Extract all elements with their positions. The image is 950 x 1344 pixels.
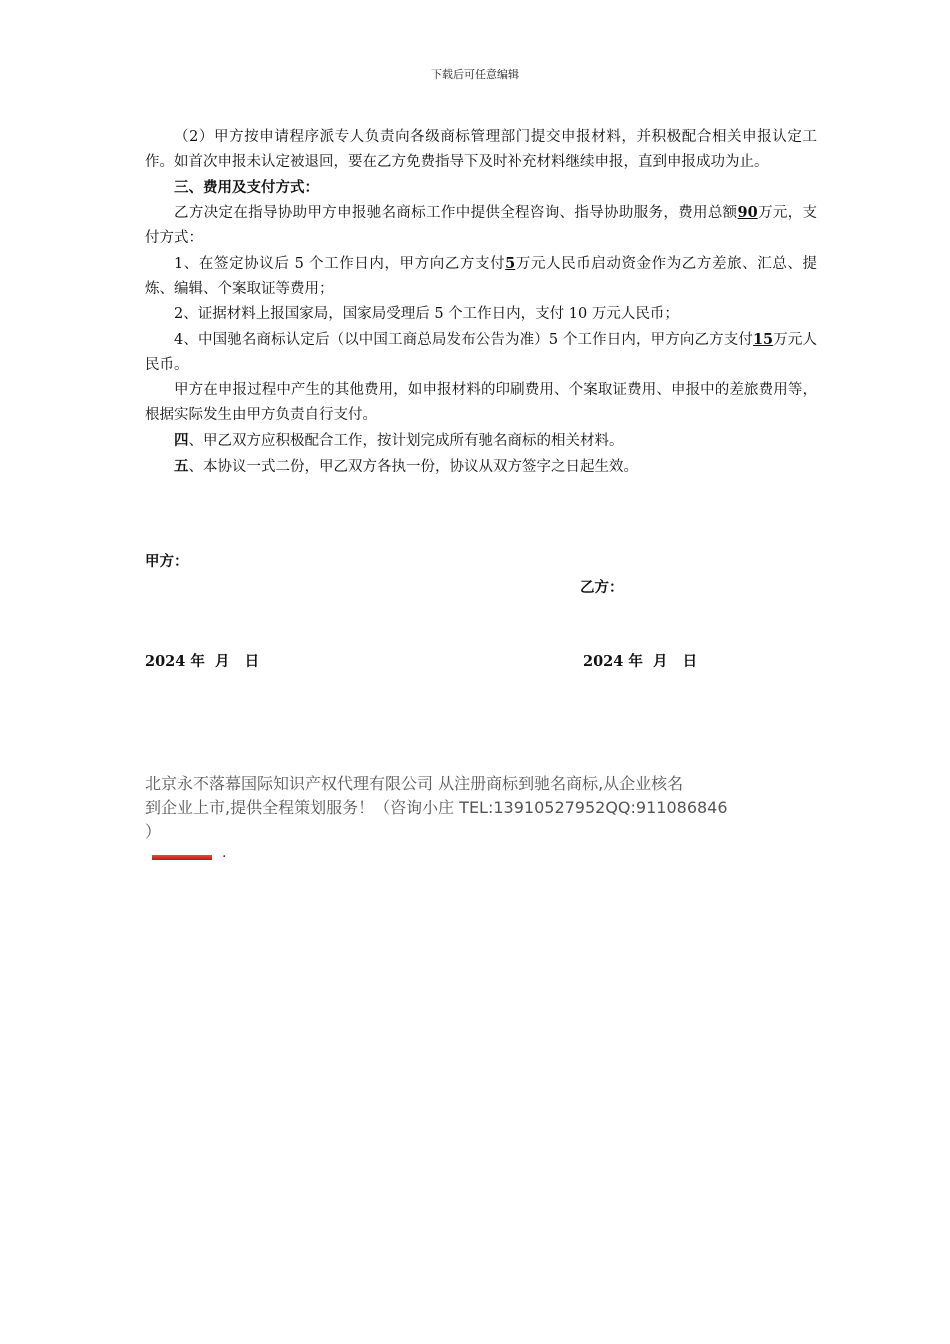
paragraph-other-fees: 甲方在申报过程中产生的其他费用，如申报材料的印刷费用、个案取证费用、申报中的差旅费用等，根据实际发生由甲方负责自行支付。 [145,382,817,423]
red-decorative-bar [152,855,212,860]
pay4-text-pre: 4、中国驰名商标认定后（以中国工商总局发布公告为准）5 个工作日内，甲方向乙方支付 [174,332,753,348]
pay1-text-pre: 1、在签定协议后 5 个工作日内，甲方向乙方支付 [174,256,506,272]
fee-text-pre: 乙方决定在指导协助甲方申报驰名商标工作中提供全程咨询、指导协助服务，费用总额 [174,205,738,221]
paragraph-apply-procedure: （2）甲方按申请程序派专人负责向各级商标管理部门提交申报材料，并积极配合相关申报认定工作。如首次申报未认定被退回，要在乙方免费指导下及时补充材料继续申报，直到申报成功为止。 [145,129,817,170]
document-body [145,125,817,480]
section-4-number: 四 [174,432,189,449]
party-a-label: 甲方： [145,553,189,570]
pay4-amount: 15 [752,331,774,348]
pay1-text-post: 万元人民币启动资金作为乙方差旅、汇总、提炼、编辑、个案取证等费用； [145,256,818,297]
paragraph-section-4 [145,428,817,454]
trailing-dot: . [222,845,227,861]
footer-line-2: 到企业上市,提供全程策划服务！（咨询小庄 TEL:13910527952QQ:911086846 [145,798,728,817]
pay4-text-post: 万元人民币。 [145,332,818,373]
section-4-text: 、甲乙双方应积极配合工作，按计划完成所有驰名商标的相关材料。 [188,433,624,449]
paragraph-total-fee [145,200,817,251]
section-5-text: 、本协议一式二份，甲乙双方各执一份，协议从双方签字之日起生效。 [188,459,638,475]
footer-line-1: 北京永不落幕国际知识产权代理有限公司 从注册商标到驰名商标,从企业核名 [145,774,684,793]
section-3-heading: 三、费用及支付方式： [174,179,319,196]
paragraph-payment-2: 2、证据材料上报国家局，国家局受理后 5 个工作日内，支付 10 万元人民币； [174,306,679,322]
section-5-number: 五 [174,458,189,475]
fee-amount: 90 [737,204,758,221]
footer-advert [145,772,805,844]
paragraph-payment-4 [145,327,817,378]
paragraph-section-5 [145,454,817,480]
fee-text-post: 万元，支付方式： [145,205,818,246]
page-header: 下载后可任意编辑 [431,68,519,81]
footer-line-3: ） [145,822,162,841]
paragraph-payment-1 [145,251,817,302]
party-b-label: 乙方： [580,579,624,596]
pay1-amount: 5 [505,255,516,272]
party-a-date: 2024 年 月 日 [145,653,260,670]
party-b-date: 2024 年 月 日 [583,653,698,670]
